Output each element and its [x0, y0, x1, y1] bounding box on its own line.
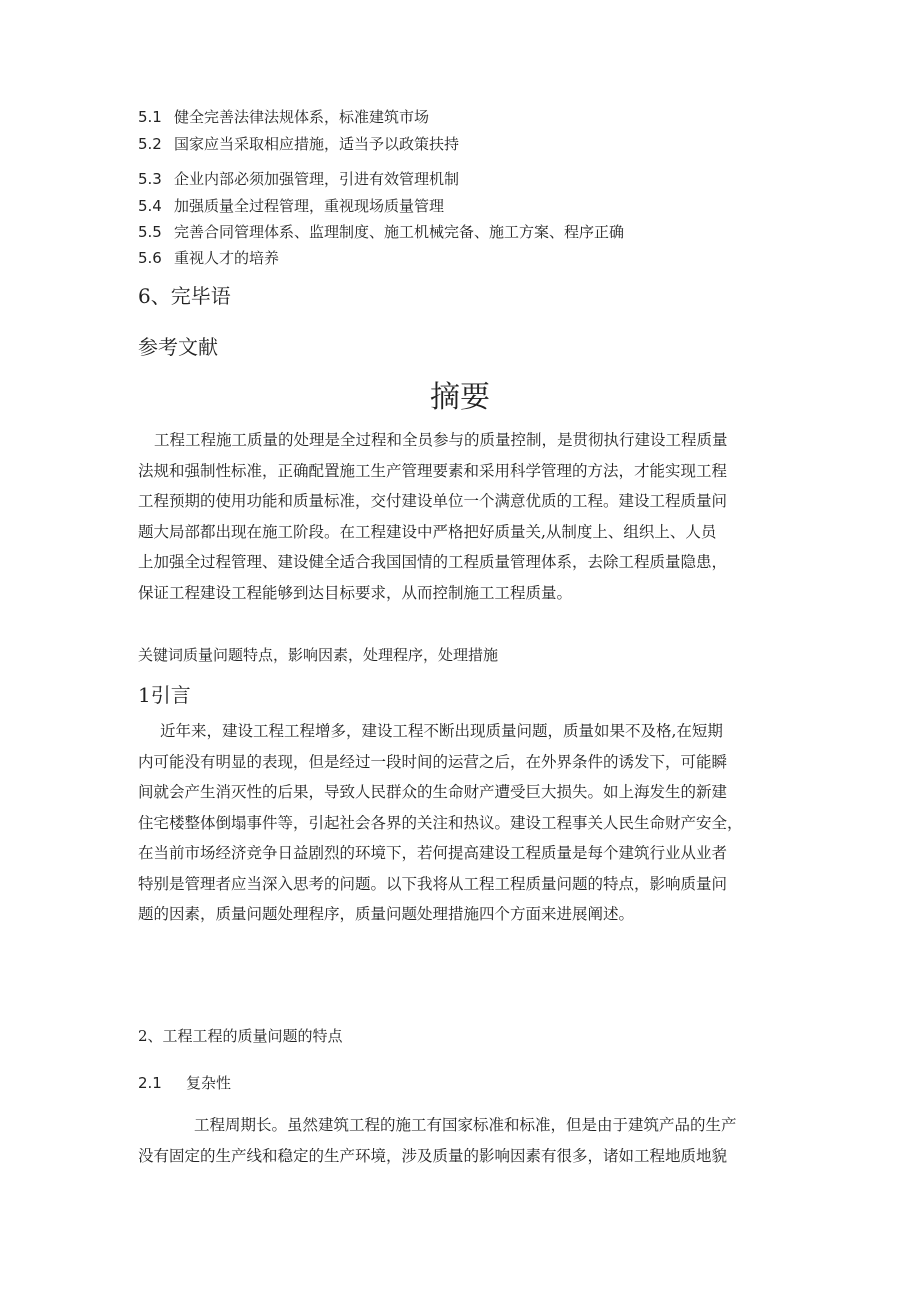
section2-1-paragraph: [138, 1110, 788, 1171]
paragraph-line: 法规和强制性标准，正确配置施工生产管理要素和采用科学管理的方法，才能实现工程: [138, 461, 728, 480]
section2-heading: 2、工程工程的质量问题的特点: [138, 1027, 343, 1045]
toc-item: [138, 134, 459, 154]
toc-item-text: 重视人才的培养: [174, 249, 280, 267]
toc-item: [138, 248, 279, 268]
toc-item-number: 5.1: [138, 108, 162, 126]
toc-item-number: 5.2: [138, 135, 162, 153]
toc-item-number: 5.5: [138, 223, 162, 241]
toc-item: [138, 222, 624, 242]
section-title: 复杂性: [186, 1074, 232, 1092]
toc-item-number: 5.3: [138, 170, 162, 188]
toc-item-number: 5.6: [138, 249, 162, 267]
toc-item-text: 国家应当采取相应措施，适当予以政策扶持: [174, 135, 460, 153]
paragraph-line: 工程预期的使用功能和质量标准，交付建设单位一个满意优质的工程。建设工程质量问: [138, 492, 728, 510]
toc-item: [138, 107, 429, 127]
paragraph-line: 特别是管理者应当深入思考的问题。以下我将从工程工程质量问题的特点，影响质量问: [138, 874, 728, 893]
toc-item-text: 企业内部必须加强管理，引进有效管理机制: [174, 170, 460, 188]
keywords: 关键词质量问题特点，影响因素，处理程序，处理措施: [138, 646, 499, 664]
paragraph-line: 在当前市场经济竞争日益剧烈的环境下，若何提高建设工程质量是每个建筑行业从业者: [138, 844, 728, 862]
paragraph-line: 上加强全过程管理、建设健全适合我国国情的工程质量管理体系，去除工程质量隐患，: [138, 553, 728, 571]
paragraph-line: 保证工程建设工程能够到达目标要求，从而控制施工工程质量。: [138, 583, 573, 602]
abstract-title: 摘要: [430, 380, 490, 415]
toc-item: [138, 169, 459, 189]
paragraph-line: 工程工程施工质量的处理是全过程和全员参与的质量控制，是贯彻执行建设工程质量: [154, 431, 728, 449]
section-number: 2.1: [138, 1074, 162, 1092]
intro-heading: 1引言: [138, 683, 191, 707]
toc-item-text: 加强质量全过程管理，重视现场质量管理: [174, 197, 445, 215]
paragraph-line: 近年来，建设工程工程增多，建设工程不断出现质量问题，质量如果不及格,在短期: [160, 722, 723, 740]
paragraph-line: 间就会产生消灭性的后果，导致人民群众的生命财产遭受巨大损失。如上海发生的新建: [138, 783, 728, 801]
paragraph-line: 题的因素，质量问题处理程序，质量问题处理措施四个方面来进展阐述。: [138, 905, 635, 923]
toc-references: 参考文献: [138, 335, 218, 359]
paragraph-line: 题大局部都出现在施工阶段。在工程建设中严格把好质量关,从制度上、组织上、人员: [138, 522, 717, 541]
paragraph-line: 没有固定的生产线和稳定的生产环境，涉及质量的影响因素有很多，诸如工程地质地貌: [138, 1146, 728, 1165]
paragraph-line: 工程周期长。虽然建筑工程的施工有国家标准和标准，但是由于建筑产品的生产: [194, 1116, 737, 1134]
section2-1-heading: [138, 1073, 231, 1093]
toc-item-number: 5.4: [138, 197, 162, 215]
toc-item-text: 完善合同管理体系、监理制度、施工机械完备、施工方案、程序正确: [174, 223, 625, 241]
toc-conclusion: 6、完毕语: [138, 284, 231, 308]
intro-paragraph: [138, 716, 788, 930]
paragraph-line: 住宅楼整体倒塌事件等，引起社会各界的关注和热议。建设工程事关人民生命财产安全，: [138, 813, 743, 832]
toc-item: [138, 196, 444, 216]
paragraph-line: 内可能没有明显的表现，但是经过一段时间的运营之后，在外界条件的诱发下，可能瞬: [138, 752, 728, 771]
toc-item-text: 健全完善法律法规体系，标准建筑市场: [174, 108, 430, 126]
abstract-paragraph: [138, 425, 788, 608]
